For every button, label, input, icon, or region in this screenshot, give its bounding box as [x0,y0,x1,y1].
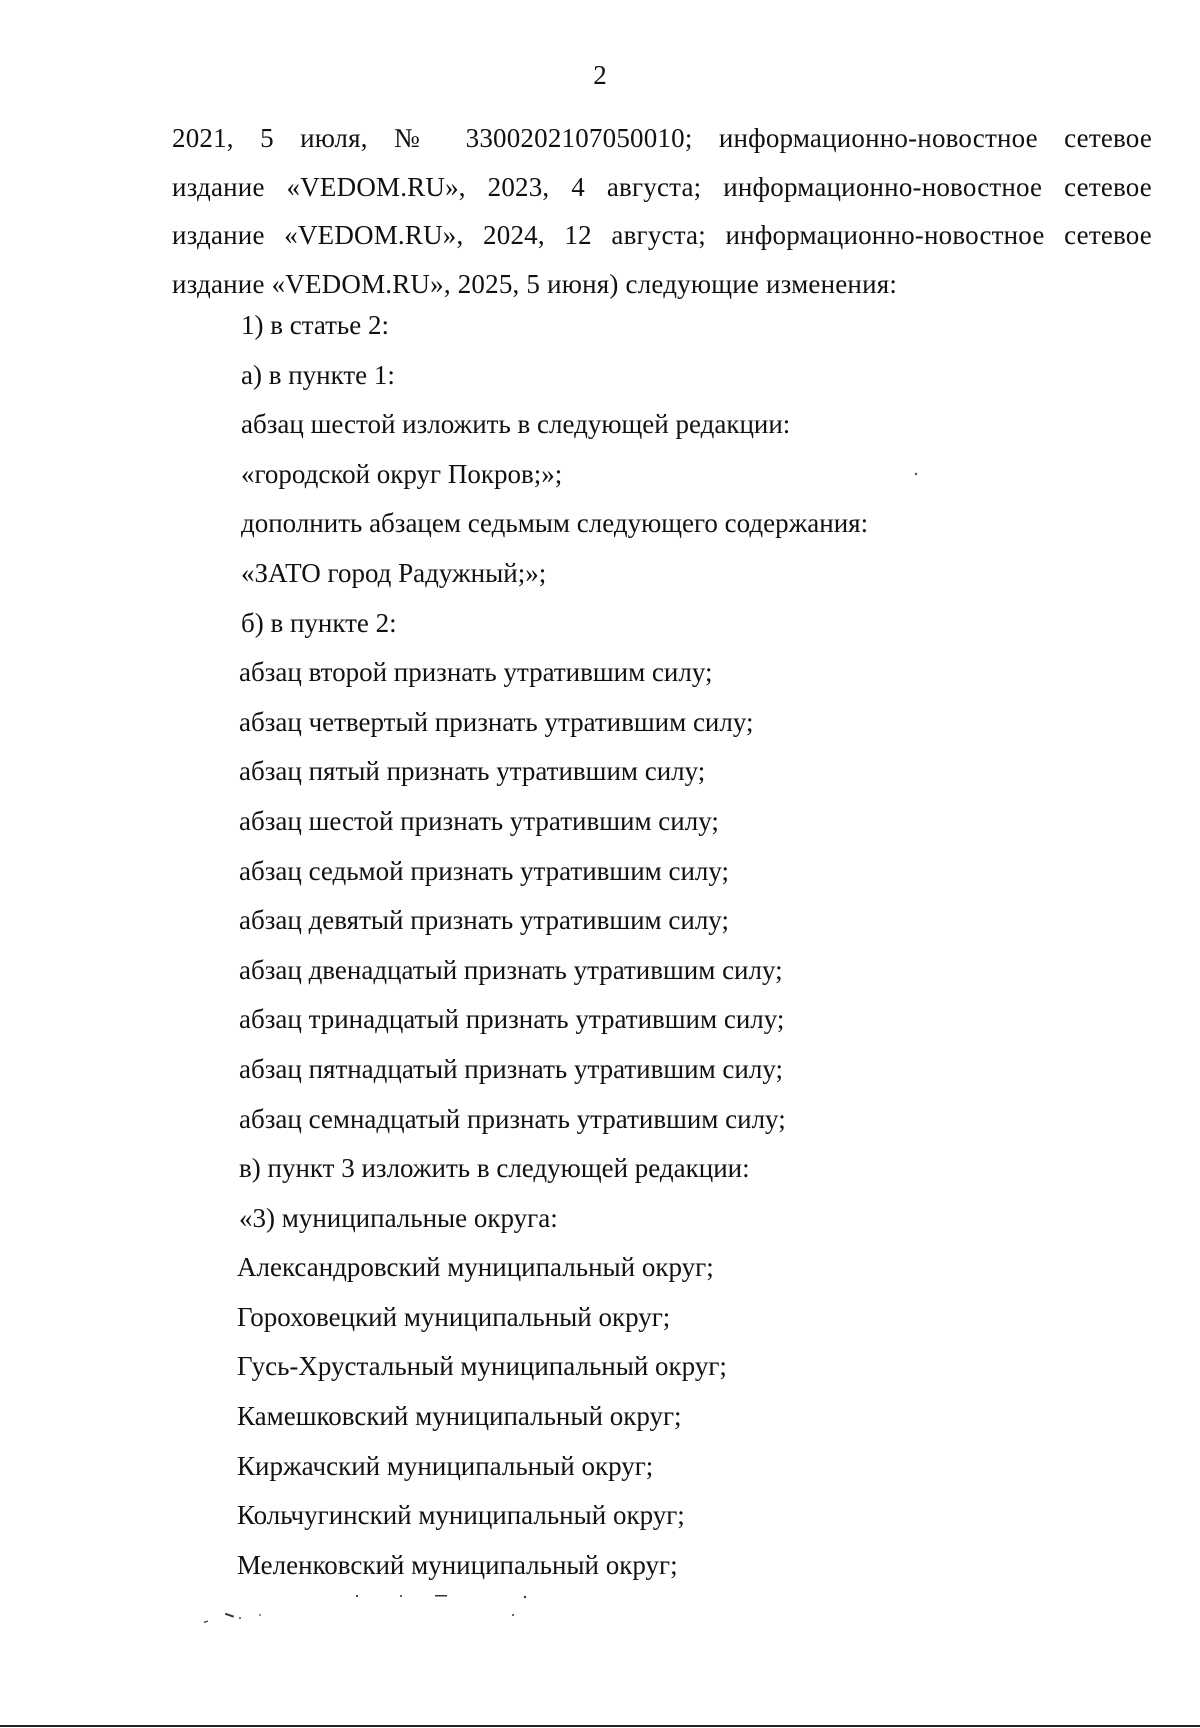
amendment-line: б) в пункте 2: [241,607,397,638]
amendment-line: абзац двенадцатый признать утратившим силу; [239,954,783,985]
amendment-line: дополнить абзацем седьмым следующего содержания: [241,508,869,539]
intro-paragraph [172,114,1152,308]
amendment-line: 1) в статье 2: [241,310,389,340]
amendment-line: Камешковский муниципальный округ; [237,1401,682,1432]
amendment-line: абзац седьмой признать утратившим силу; [239,855,730,886]
amendment-line: Александровский муниципальный округ; [237,1252,714,1283]
amendment-line: абзац семнадцатый признать утратившим силу; [239,1103,786,1134]
amendment-line: а) в пункте 1: [241,359,395,390]
amendment-line: Киржачский муниципальный округ; [237,1450,654,1481]
intro-line: издание «VEDOM.RU», 2024, 12 августа; информационно-новостное сетевое [172,220,1152,250]
amendment-list [0,308,1200,1597]
amendment-line: Кольчугинский муниципальный округ; [237,1500,685,1531]
amendment-line: абзац шестой изложить в следующей редакции: [241,409,791,440]
intro-line: издание «VEDOM.RU», 2023, 4 августа; информационно-новостное сетевое [172,171,1152,202]
amendment-line: абзац девятый признать утратившим силу; [239,905,729,936]
amendment-line: абзац тринадцатый признать утратившим силу; [239,1004,785,1035]
amendment-line: «ЗАТО город Радужный;»; [241,557,547,588]
amendment-line: абзац пятый признать утратившим силу; [239,756,706,787]
intro-line: 2021, 5 июля, № 3300202107050010; информационно-новостное сетевое [172,123,1152,153]
amendment-line: Меленковский муниципальный округ; [237,1549,678,1580]
amendment-line: «3) муниципальные округа: [239,1202,558,1233]
amendment-line: абзац шестой признать утратившим силу; [239,805,719,836]
scan-bottom-edge [0,1725,1200,1727]
amendment-line: абзац пятнадцатый признать утратившим силу; [239,1053,783,1084]
page-number: 2 [593,60,607,90]
amendment-line: Гороховецкий муниципальный округ; [237,1301,671,1332]
amendment-line: в) пункт 3 изложить в следующей редакции: [239,1153,750,1184]
amendment-line: абзац четвертый признать утратившим силу; [239,706,754,737]
amendment-line: Гусь-Хрустальный муниципальный округ; [237,1351,727,1382]
amendment-line: абзац второй признать утратившим силу; [239,657,713,688]
intro-line: издание «VEDOM.RU», 2025, 5 июня) следующие изменения: [172,268,898,299]
amendment-line: «городской округ Покров;»; [241,458,563,489]
